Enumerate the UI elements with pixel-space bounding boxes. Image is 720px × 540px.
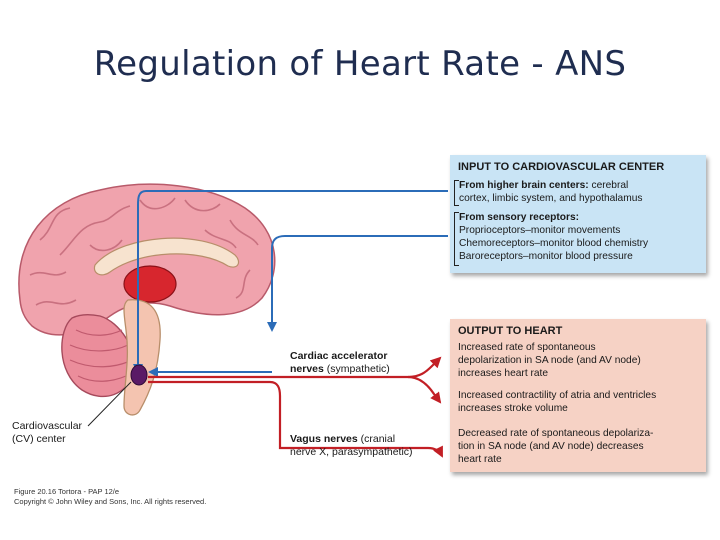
accelerator-to-contractility bbox=[408, 377, 440, 402]
accelerator-nerves-heading: Cardiac accelerator bbox=[290, 350, 388, 362]
accelerator-nerves-line2 bbox=[290, 363, 390, 376]
output-panel-title: OUTPUT TO HEART bbox=[458, 325, 563, 337]
output-panel bbox=[450, 319, 706, 472]
figure-caption-line1: Figure 20.16 Tortora - PAP 12/e bbox=[14, 487, 120, 496]
output-item-3-line: Decreased rate of spontaneous depolariza- bbox=[458, 428, 654, 439]
vagus-nerves-type: (cranial bbox=[357, 433, 396, 445]
sensory-receptors-heading: From sensory receptors: bbox=[459, 212, 580, 223]
higher-centers-heading: From higher brain centers: bbox=[459, 180, 589, 191]
input-panel-title: INPUT TO CARDIOVASCULAR CENTER bbox=[458, 161, 665, 173]
higher-centers-text: cerebral bbox=[588, 180, 629, 191]
cv-center-line1: Cardiovascular bbox=[12, 420, 83, 432]
cerebellum bbox=[62, 315, 135, 397]
input-panel bbox=[450, 155, 706, 273]
output-item-2-line: increases stroke volume bbox=[458, 403, 568, 414]
figure-caption bbox=[14, 487, 206, 507]
slide-title: Regulation of Heart Rate - ANS bbox=[93, 44, 627, 84]
thalamus bbox=[124, 266, 176, 302]
vagus-nerves-label bbox=[290, 433, 413, 459]
output-item-1-line: depolarization in SA node (and AV node) bbox=[458, 355, 641, 366]
higher-centers-line2: cortex, limbic system, and hypothalamus bbox=[459, 193, 643, 204]
output-item-3-line: heart rate bbox=[458, 454, 502, 465]
figure-caption-line2: Copyright © John Wiley and Sons, Inc. All rights reserved. bbox=[14, 497, 207, 506]
cv-center-label bbox=[12, 420, 82, 446]
accelerator-nerves-type: (sympathetic) bbox=[323, 363, 390, 375]
vagus-nerves-line1 bbox=[290, 433, 413, 446]
brainstem bbox=[124, 300, 160, 415]
output-item-2-line: Increased contractility of atria and ventricles bbox=[458, 390, 657, 401]
output-item-1-line: increases heart rate bbox=[458, 368, 549, 379]
sensory-receptors-pathway bbox=[272, 236, 448, 330]
accelerator-nerves-label bbox=[290, 350, 390, 376]
output-item-3-line: tion in SA node (and AV node) decreases bbox=[458, 441, 644, 452]
sensory-line: Proprioceptors–monitor movements bbox=[459, 225, 621, 236]
higher-centers-line1 bbox=[459, 179, 628, 192]
output-item-1-line: Increased rate of spontaneous bbox=[458, 342, 596, 353]
cv-center bbox=[131, 365, 147, 385]
vagus-nerves-line2: nerve X, parasympathetic) bbox=[290, 446, 413, 458]
accelerator-nerves-word: nerves bbox=[290, 363, 324, 375]
sensory-line: Chemoreceptors–monitor blood chemistry bbox=[459, 238, 649, 249]
sensory-line: Baroreceptors–monitor blood pressure bbox=[459, 251, 633, 262]
vagus-nerves-heading: Vagus nerves bbox=[290, 433, 358, 445]
cv-center-line2: (CV) center bbox=[12, 433, 66, 445]
